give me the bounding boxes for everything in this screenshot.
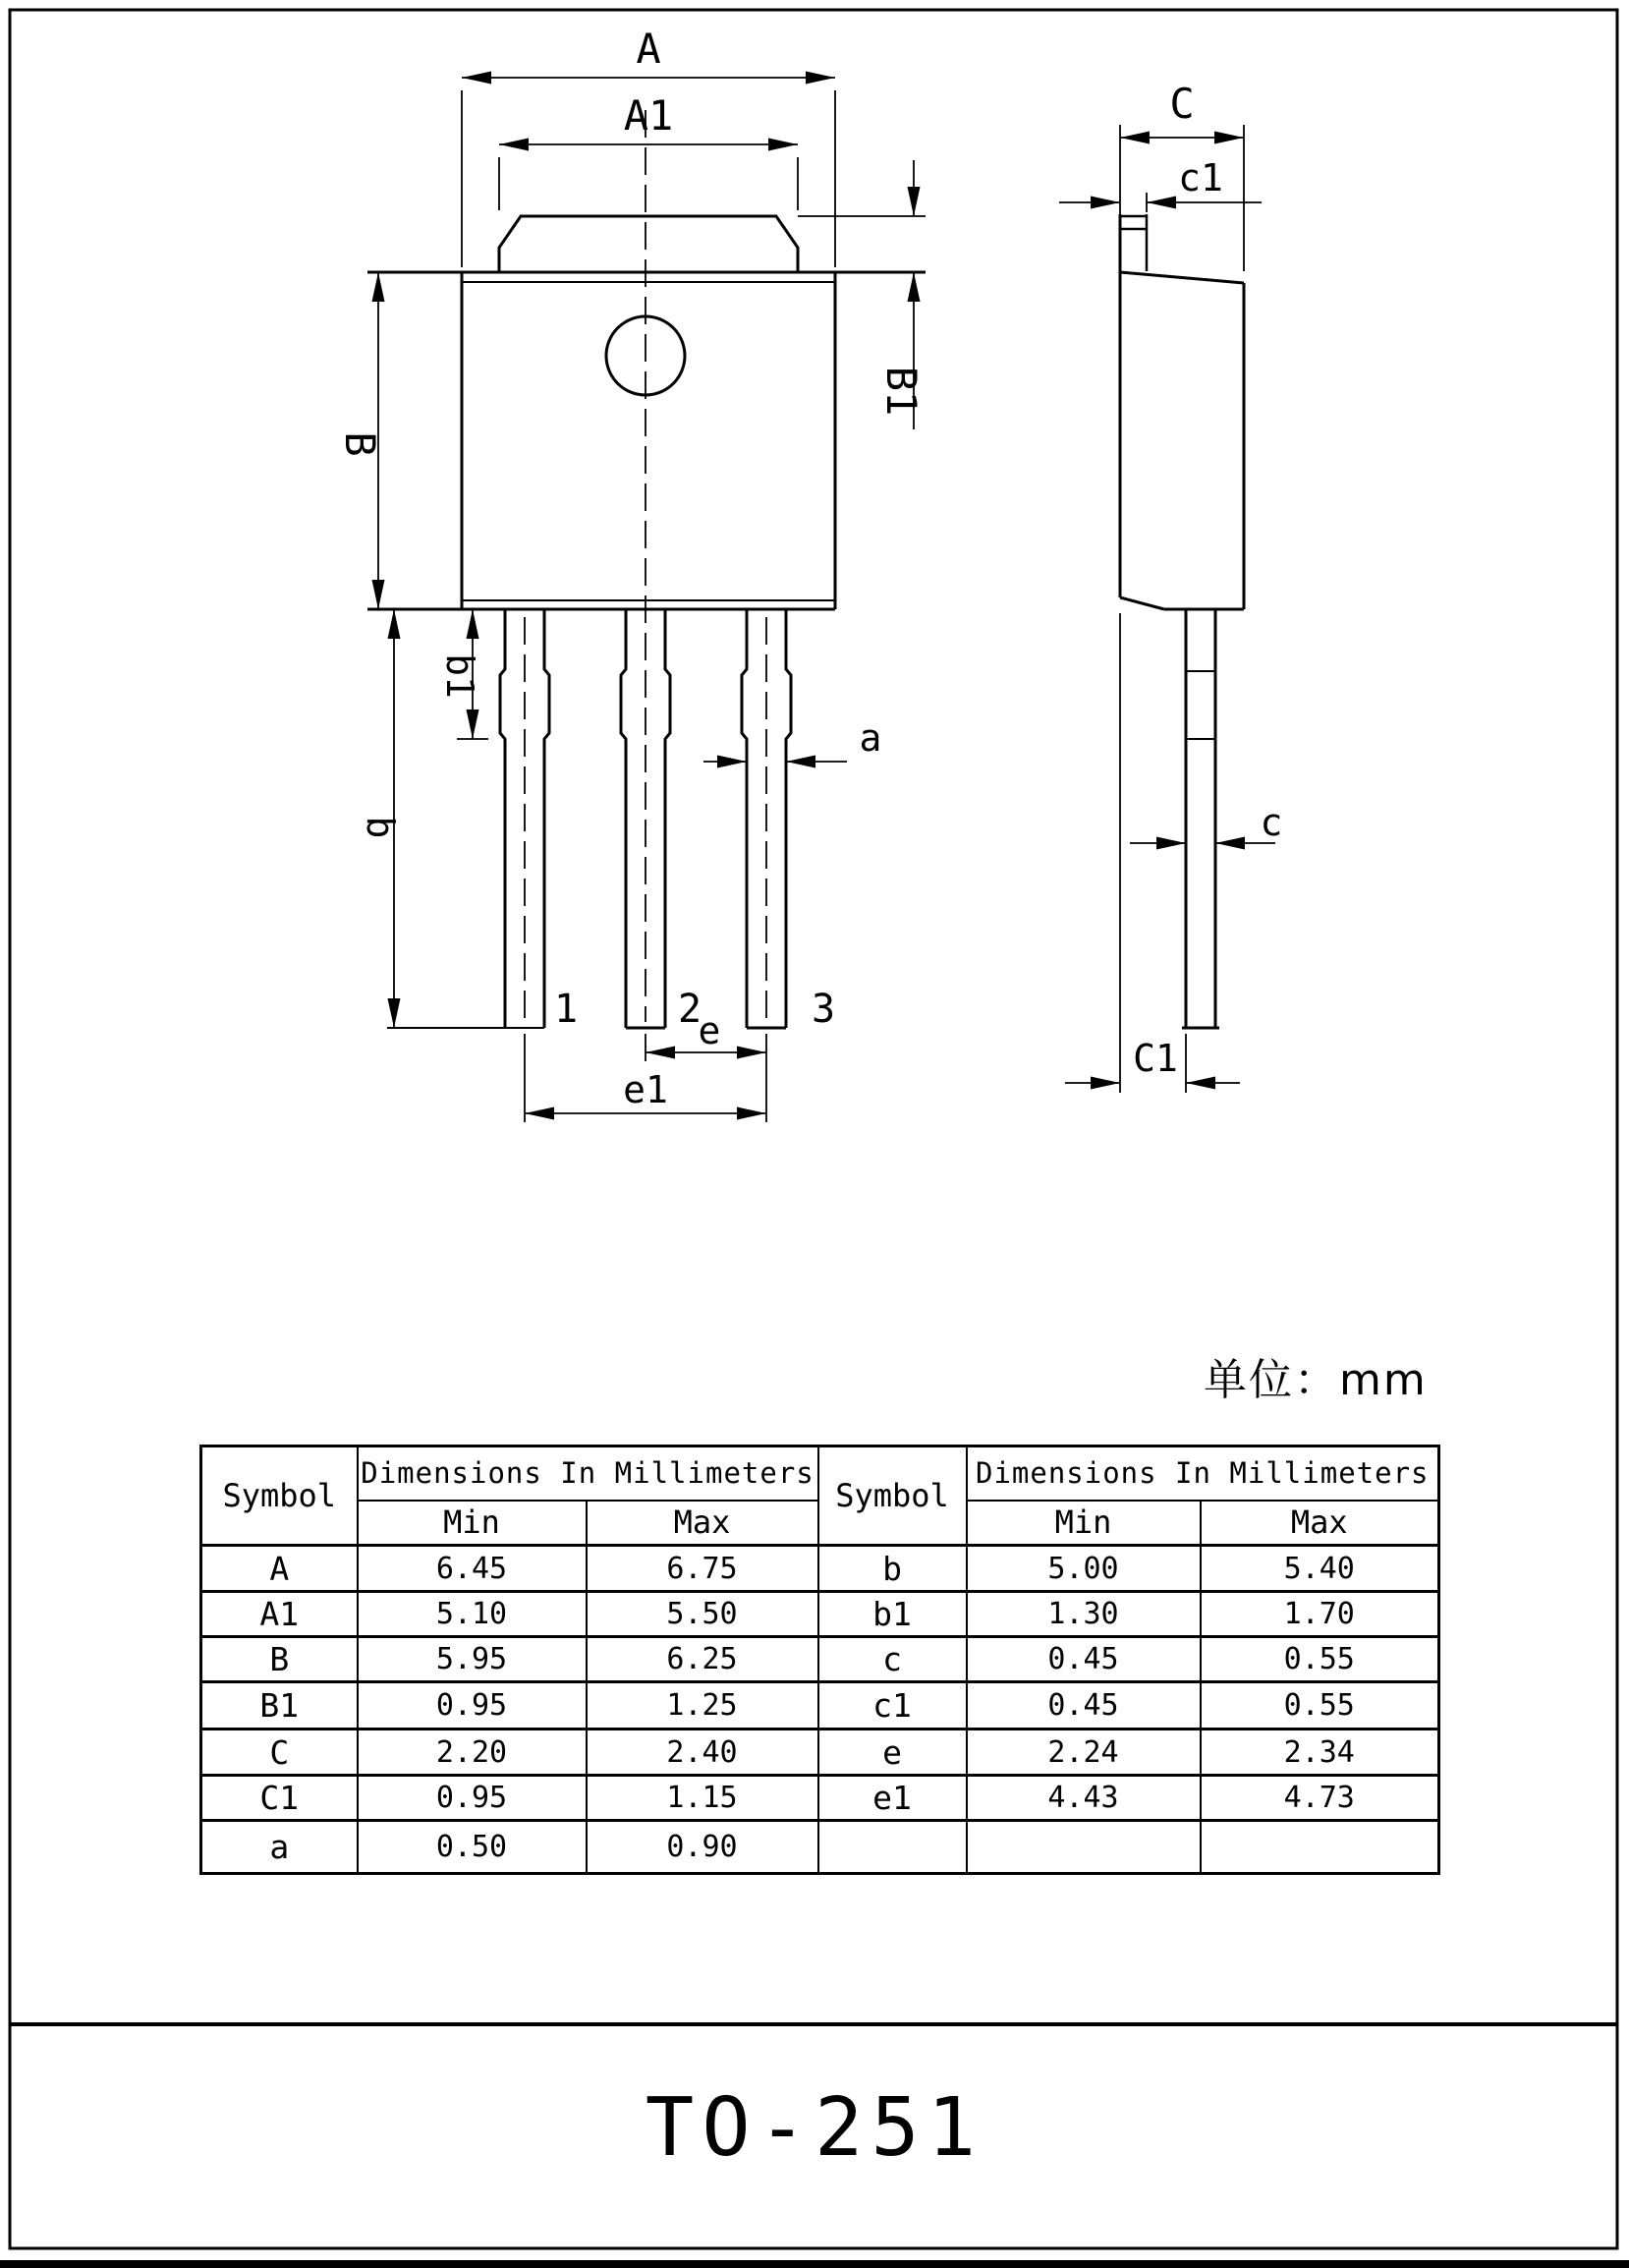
max-cell: 6.25 [587,1637,818,1682]
symbol-cell: e1 [818,1776,967,1821]
dim-label-c1: c1 [1178,156,1223,199]
front-view [336,25,926,1122]
min-cell: 1.30 [967,1592,1201,1637]
symbol-cell: C1 [201,1776,358,1821]
symbol-cell [818,1821,967,1874]
table-row [201,1682,1439,1729]
dim-label-c: c [1260,801,1283,844]
max-cell: 2.34 [1201,1729,1439,1776]
dim-label-B1: B1 [877,366,926,417]
min-cell: 0.95 [358,1682,587,1729]
centerlines [525,110,766,1022]
package-body-outline [367,216,926,609]
dim-label-B: B [336,431,384,457]
min-header-left: Min [358,1501,587,1546]
min-cell: 2.20 [358,1729,587,1776]
max-cell: 1.25 [587,1682,818,1729]
min-cell [967,1821,1201,1874]
dims-header-left: Dimensions In Millimeters [358,1446,818,1501]
min-cell: 2.24 [967,1729,1201,1776]
max-cell: 4.73 [1201,1776,1439,1821]
symbol-cell: c [818,1637,967,1682]
min-cell: 0.50 [358,1821,587,1874]
sheet-frame [0,10,1629,2268]
max-cell: 5.50 [587,1592,818,1637]
max-cell: 0.55 [1201,1682,1439,1729]
table-header-row [201,1446,1439,1501]
symbol-header-left: Symbol [201,1446,358,1546]
min-cell: 5.95 [358,1637,587,1682]
min-cell: 0.95 [358,1776,587,1821]
side-dimension-lines [1059,138,1275,1093]
table-row [201,1592,1439,1637]
dim-label-A1: A1 [623,91,674,140]
table-row [201,1637,1439,1682]
side-view [1059,80,1282,1093]
dim-label-e: e [698,1009,721,1052]
dim-label-b: b [359,816,402,839]
pin-number-3: 3 [812,987,836,1032]
symbol-cell: B1 [201,1682,358,1729]
dim-label-C1: C1 [1133,1037,1178,1080]
symbol-header-right: Symbol [818,1446,967,1546]
table-row [201,1776,1439,1821]
symbol-cell: B [201,1637,358,1682]
min-cell: 6.45 [358,1546,587,1592]
max-cell: 6.75 [587,1546,818,1592]
dim-label-C: C [1169,80,1195,128]
dim-label-A: A [636,25,661,73]
dims-header-right: Dimensions In Millimeters [967,1446,1439,1501]
dim-label-e1: e1 [623,1068,668,1111]
max-cell: 5.40 [1201,1546,1439,1592]
table-row [201,1546,1439,1592]
pin-number-2: 2 [678,987,702,1032]
symbol-cell: A1 [201,1592,358,1637]
dim-label-b1: b1 [438,653,481,699]
min-cell: 0.45 [967,1682,1201,1729]
dim-label-a: a [859,716,882,760]
min-cell: 4.43 [967,1776,1201,1821]
max-header-left: Max [587,1501,818,1546]
symbol-cell: a [201,1821,358,1874]
symbol-cell: C [201,1729,358,1776]
dimension-table [199,1445,1440,1875]
side-lead-outline [1182,609,1219,1028]
pin-number-1: 1 [554,987,579,1032]
mounting-tab-outline [499,216,798,272]
symbol-cell: A [201,1546,358,1592]
unit-note: 单位：mm [1204,1355,1428,1405]
max-cell: 1.70 [1201,1592,1439,1637]
max-header-right: Max [1201,1501,1439,1546]
symbol-cell: b1 [818,1592,967,1637]
max-cell [1201,1821,1439,1874]
symbol-cell: b [818,1546,967,1592]
symbol-cell: c1 [818,1682,967,1729]
max-cell: 0.55 [1201,1637,1439,1682]
max-cell: 2.40 [587,1729,818,1776]
table-row [201,1821,1439,1874]
table-row [201,1729,1439,1776]
max-cell: 0.90 [587,1821,818,1874]
package-name-title: TO-251 [645,2081,984,2175]
min-cell: 5.10 [358,1592,587,1637]
min-cell: 5.00 [967,1546,1201,1592]
max-cell: 1.15 [587,1776,818,1821]
symbol-cell: e [818,1729,967,1776]
min-cell: 0.45 [967,1637,1201,1682]
min-header-right: Min [967,1501,1201,1546]
